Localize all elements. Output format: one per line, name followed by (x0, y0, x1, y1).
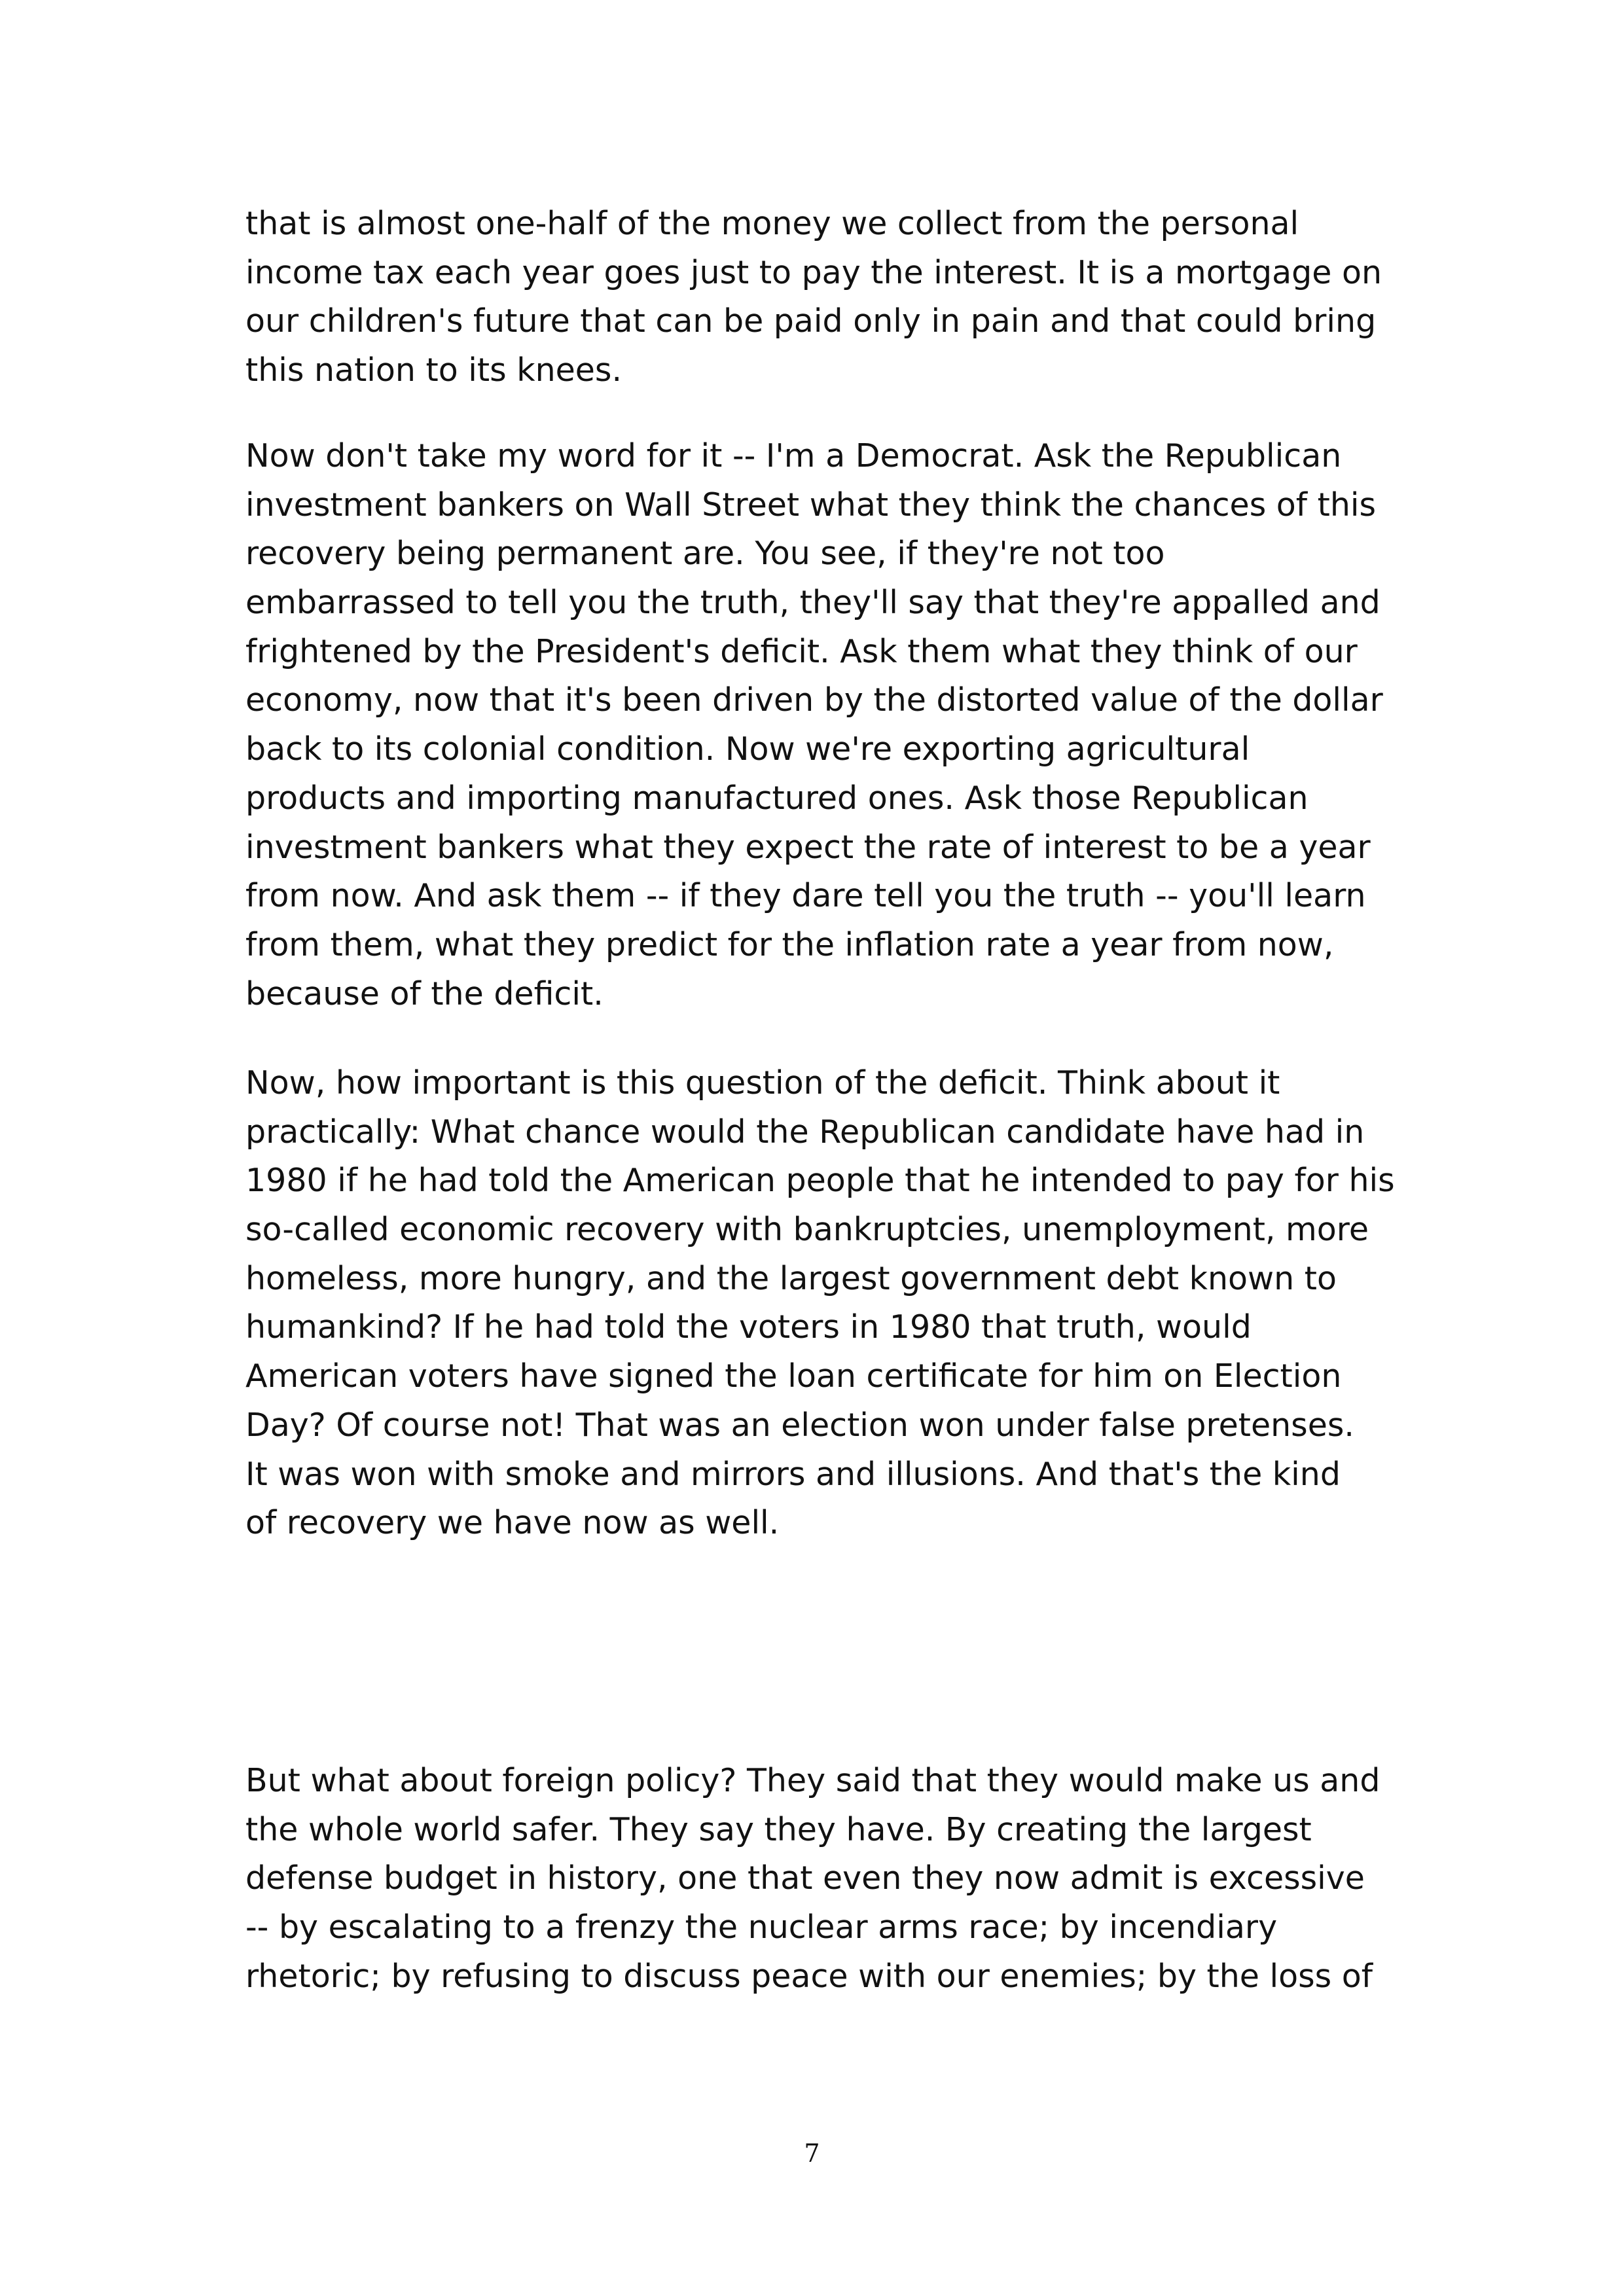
text-line: Now don't take my word for it -- I'm a Democrat. Ask the Republican (245, 437, 1342, 475)
text-line: from now. And ask them -- if they dare tell you the truth -- you'll learn (245, 877, 1366, 915)
text-line: embarrassed to tell you the truth, they'll say that they're appalled and (245, 584, 1380, 622)
text-line: rhetoric; by refusing to discuss peace with our enemies; by the loss of (245, 1957, 1373, 1995)
text-line: frightened by the President's deficit. Ask them what they think of our (245, 632, 1358, 670)
text-line: from them, what they predict for the inflation rate a year from now, (245, 925, 1334, 963)
text-line: back to its colonial condition. Now we're exporting agricultural (245, 730, 1250, 768)
paragraph-1 (245, 200, 1394, 395)
text-line: income tax each year goes just to pay the interest. It is a mortgage on (245, 253, 1382, 291)
text-line: American voters have signed the loan certificate for him on Election (245, 1357, 1342, 1395)
text-line: of recovery we have now as well. (245, 1504, 780, 1542)
text-line: because of the deficit. (245, 975, 604, 1013)
text-line: humankind? If he had told the voters in 1980 that truth, would (245, 1308, 1252, 1346)
text-line: so-called economic recovery with bankruptcies, unemployment, more (245, 1211, 1369, 1249)
text-line: -- by escalating to a frenzy the nuclear arms race; by incendiary (245, 1909, 1278, 1946)
text-line: Now, how important is this question of the deficit. Think about it (245, 1064, 1280, 1102)
text-line: investment bankers on Wall Street what they think the chances of this (245, 486, 1377, 524)
text-line: this nation to its knees. (245, 351, 623, 389)
text-line: investment bankers what they expect the rate of interest to be a year (245, 828, 1371, 866)
text-line: that is almost one-half of the money we collect from the personal (245, 205, 1299, 242)
paragraph-2 (245, 432, 1394, 1018)
text-line: the whole world safer. They say they have. By creating the largest (245, 1810, 1312, 1848)
text-line: defense budget in history, one that even they now admit is excessive (245, 1859, 1365, 1897)
text-line: But what about foreign policy? They said that they would make us and (245, 1762, 1380, 1799)
text-line: Day? Of course not! That was an election won under false pretenses. (245, 1406, 1354, 1444)
text-line: products and importing manufactured ones. Ask those Republican (245, 779, 1308, 817)
paragraph-3 (245, 1059, 1394, 1548)
text-line: our children's future that can be paid only in pain and that could bring (245, 302, 1377, 340)
page-number: 7 (804, 2139, 820, 2168)
text-line: practically: What chance would the Republican candidate have had in (245, 1113, 1365, 1151)
text-line: 1980 if he had told the American people that he intended to pay for his (245, 1162, 1395, 1200)
text-line: homeless, more hungry, and the largest government debt known to (245, 1259, 1337, 1297)
text-line: economy, now that it's been driven by the distorted value of the dollar (245, 681, 1383, 719)
text-line: It was won with smoke and mirrors and illusions. And that's the kind (245, 1455, 1341, 1493)
paragraph-4 (245, 1757, 1394, 2001)
text-line: recovery being permanent are. You see, if they're not too (245, 535, 1165, 573)
